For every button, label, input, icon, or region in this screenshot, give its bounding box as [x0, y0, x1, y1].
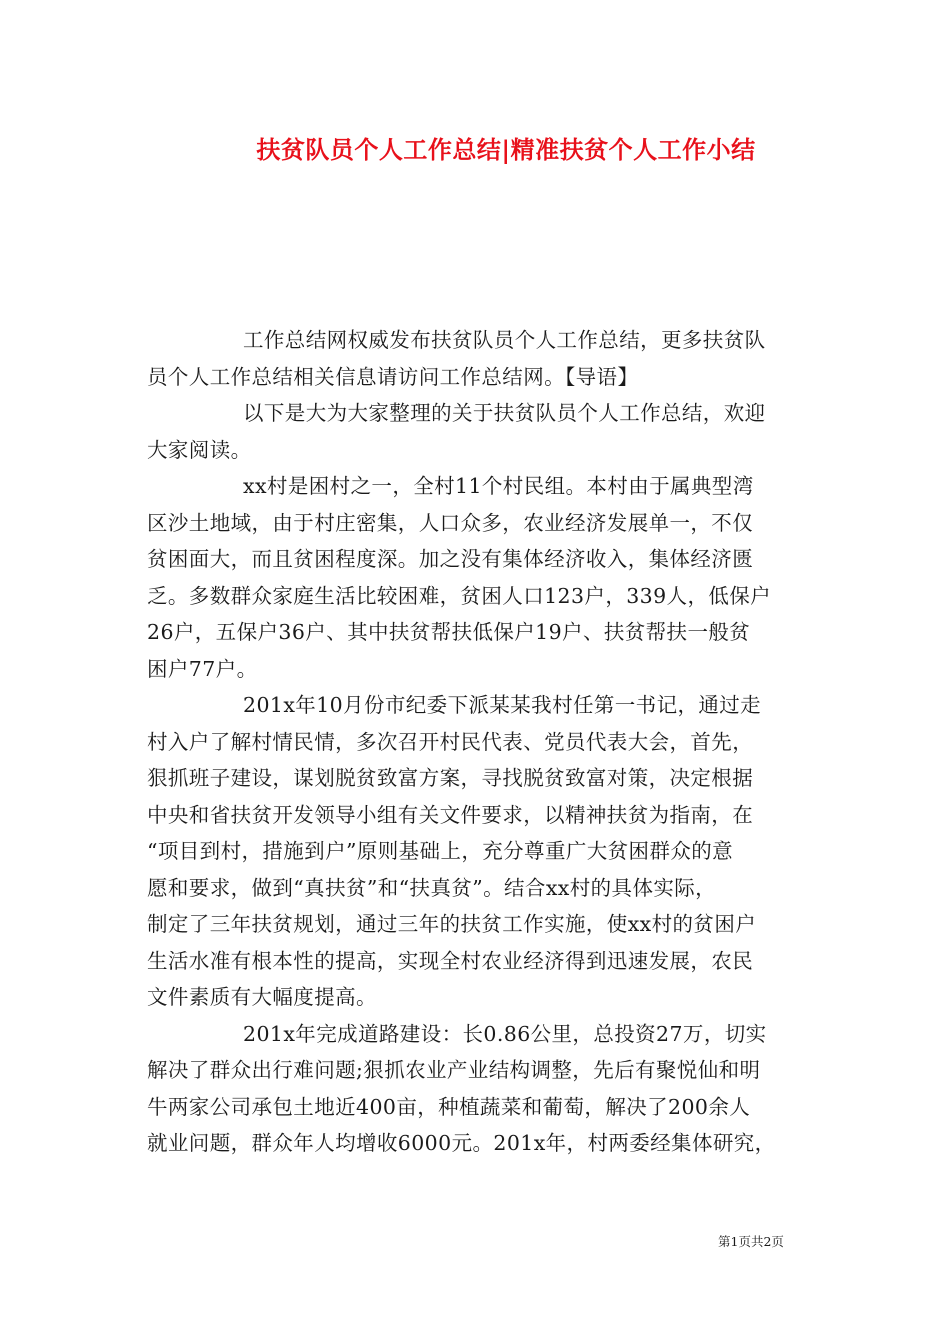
text-line: 狠抓班子建设，谋划脱贫致富方案，寻找脱贫致富对策，决定根据: [147, 766, 754, 790]
text-line: 中央和省扶贫开发领导小组有关文件要求，以精神扶贫为指南，在: [147, 802, 754, 827]
text-line: 愿和要求，做到“真扶贫”和“扶真贫”。结合xx村的具体实际，: [147, 875, 717, 900]
text-line: 26户，五保户36户、其中扶贫帮扶低保户19户、扶贫帮扶一般贫: [147, 620, 751, 644]
text-line: 制定了三年扶贫规划，通过三年的扶贫工作实施，使xx村的贫困户: [147, 912, 757, 936]
text-line: 就业问题，群众年人均增收6000元。201x年，村两委经集体研究，: [147, 1131, 776, 1155]
document-body: [147, 322, 807, 1162]
paragraph-village-overview: [147, 468, 807, 687]
text-line: 生活水准有根本性的提高，实现全村农业经济得到迅速发展，农民: [147, 948, 754, 973]
paragraph-first-secretary: [147, 687, 807, 1016]
text-line: 解决了群众出行难问题;狠抓农业产业结构调整，先后有聚悦仙和明: [147, 1058, 761, 1082]
text-line: 201x年完成道路建设：长0.86公里，总投资27万，切实: [243, 1021, 767, 1046]
text-line: 贫困面大，而且贫困程度深。加之没有集体经济收入，集体经济匮: [147, 547, 754, 571]
text-line: 员个人工作总结相关信息请访问工作总结网。【导语】: [147, 364, 639, 389]
text-line: xx村是困村之一，全村11个村民组。本村由于属典型湾: [243, 474, 754, 498]
text-line: 牛两家公司承包土地近400亩，种植蔬菜和葡萄，解决了200余人: [147, 1094, 751, 1119]
text-line: “项目到村，措施到户”原则基础上，充分尊重广大贫困群众的意: [147, 839, 734, 863]
paragraph-road-construction: [147, 1016, 807, 1162]
text-line: 区沙土地域，由于村庄密集，人口众多，农业经济发展单一，不仅: [147, 510, 754, 535]
text-line: 工作总结网权威发布扶贫队员个人工作总结，更多扶贫队: [243, 328, 766, 352]
text-line: 以下是大为大家整理的关于扶贫队员个人工作总结，欢迎: [243, 401, 766, 425]
text-line: 文件素质有大幅度提高。: [147, 985, 377, 1009]
text-line: 大家阅读。: [147, 437, 252, 462]
paragraph-intro: [147, 322, 807, 395]
text-line: 村入户了解村情民情，多次召开村民代表、党员代表大会，首先，: [147, 729, 754, 754]
paragraph-welcome: [147, 395, 807, 468]
text-line: 201x年10月份市纪委下派某某我村任第一书记，通过走: [243, 693, 762, 717]
page-number: 第1页共2页: [718, 1234, 784, 1249]
text-line: 困户77户。: [147, 656, 258, 681]
document-title: 扶贫队员个人工作总结|精准扶贫个人工作小结: [256, 135, 756, 164]
text-line: 乏。多数群众家庭生活比较困难，贫困人口123户，339人，低保户: [147, 583, 772, 608]
